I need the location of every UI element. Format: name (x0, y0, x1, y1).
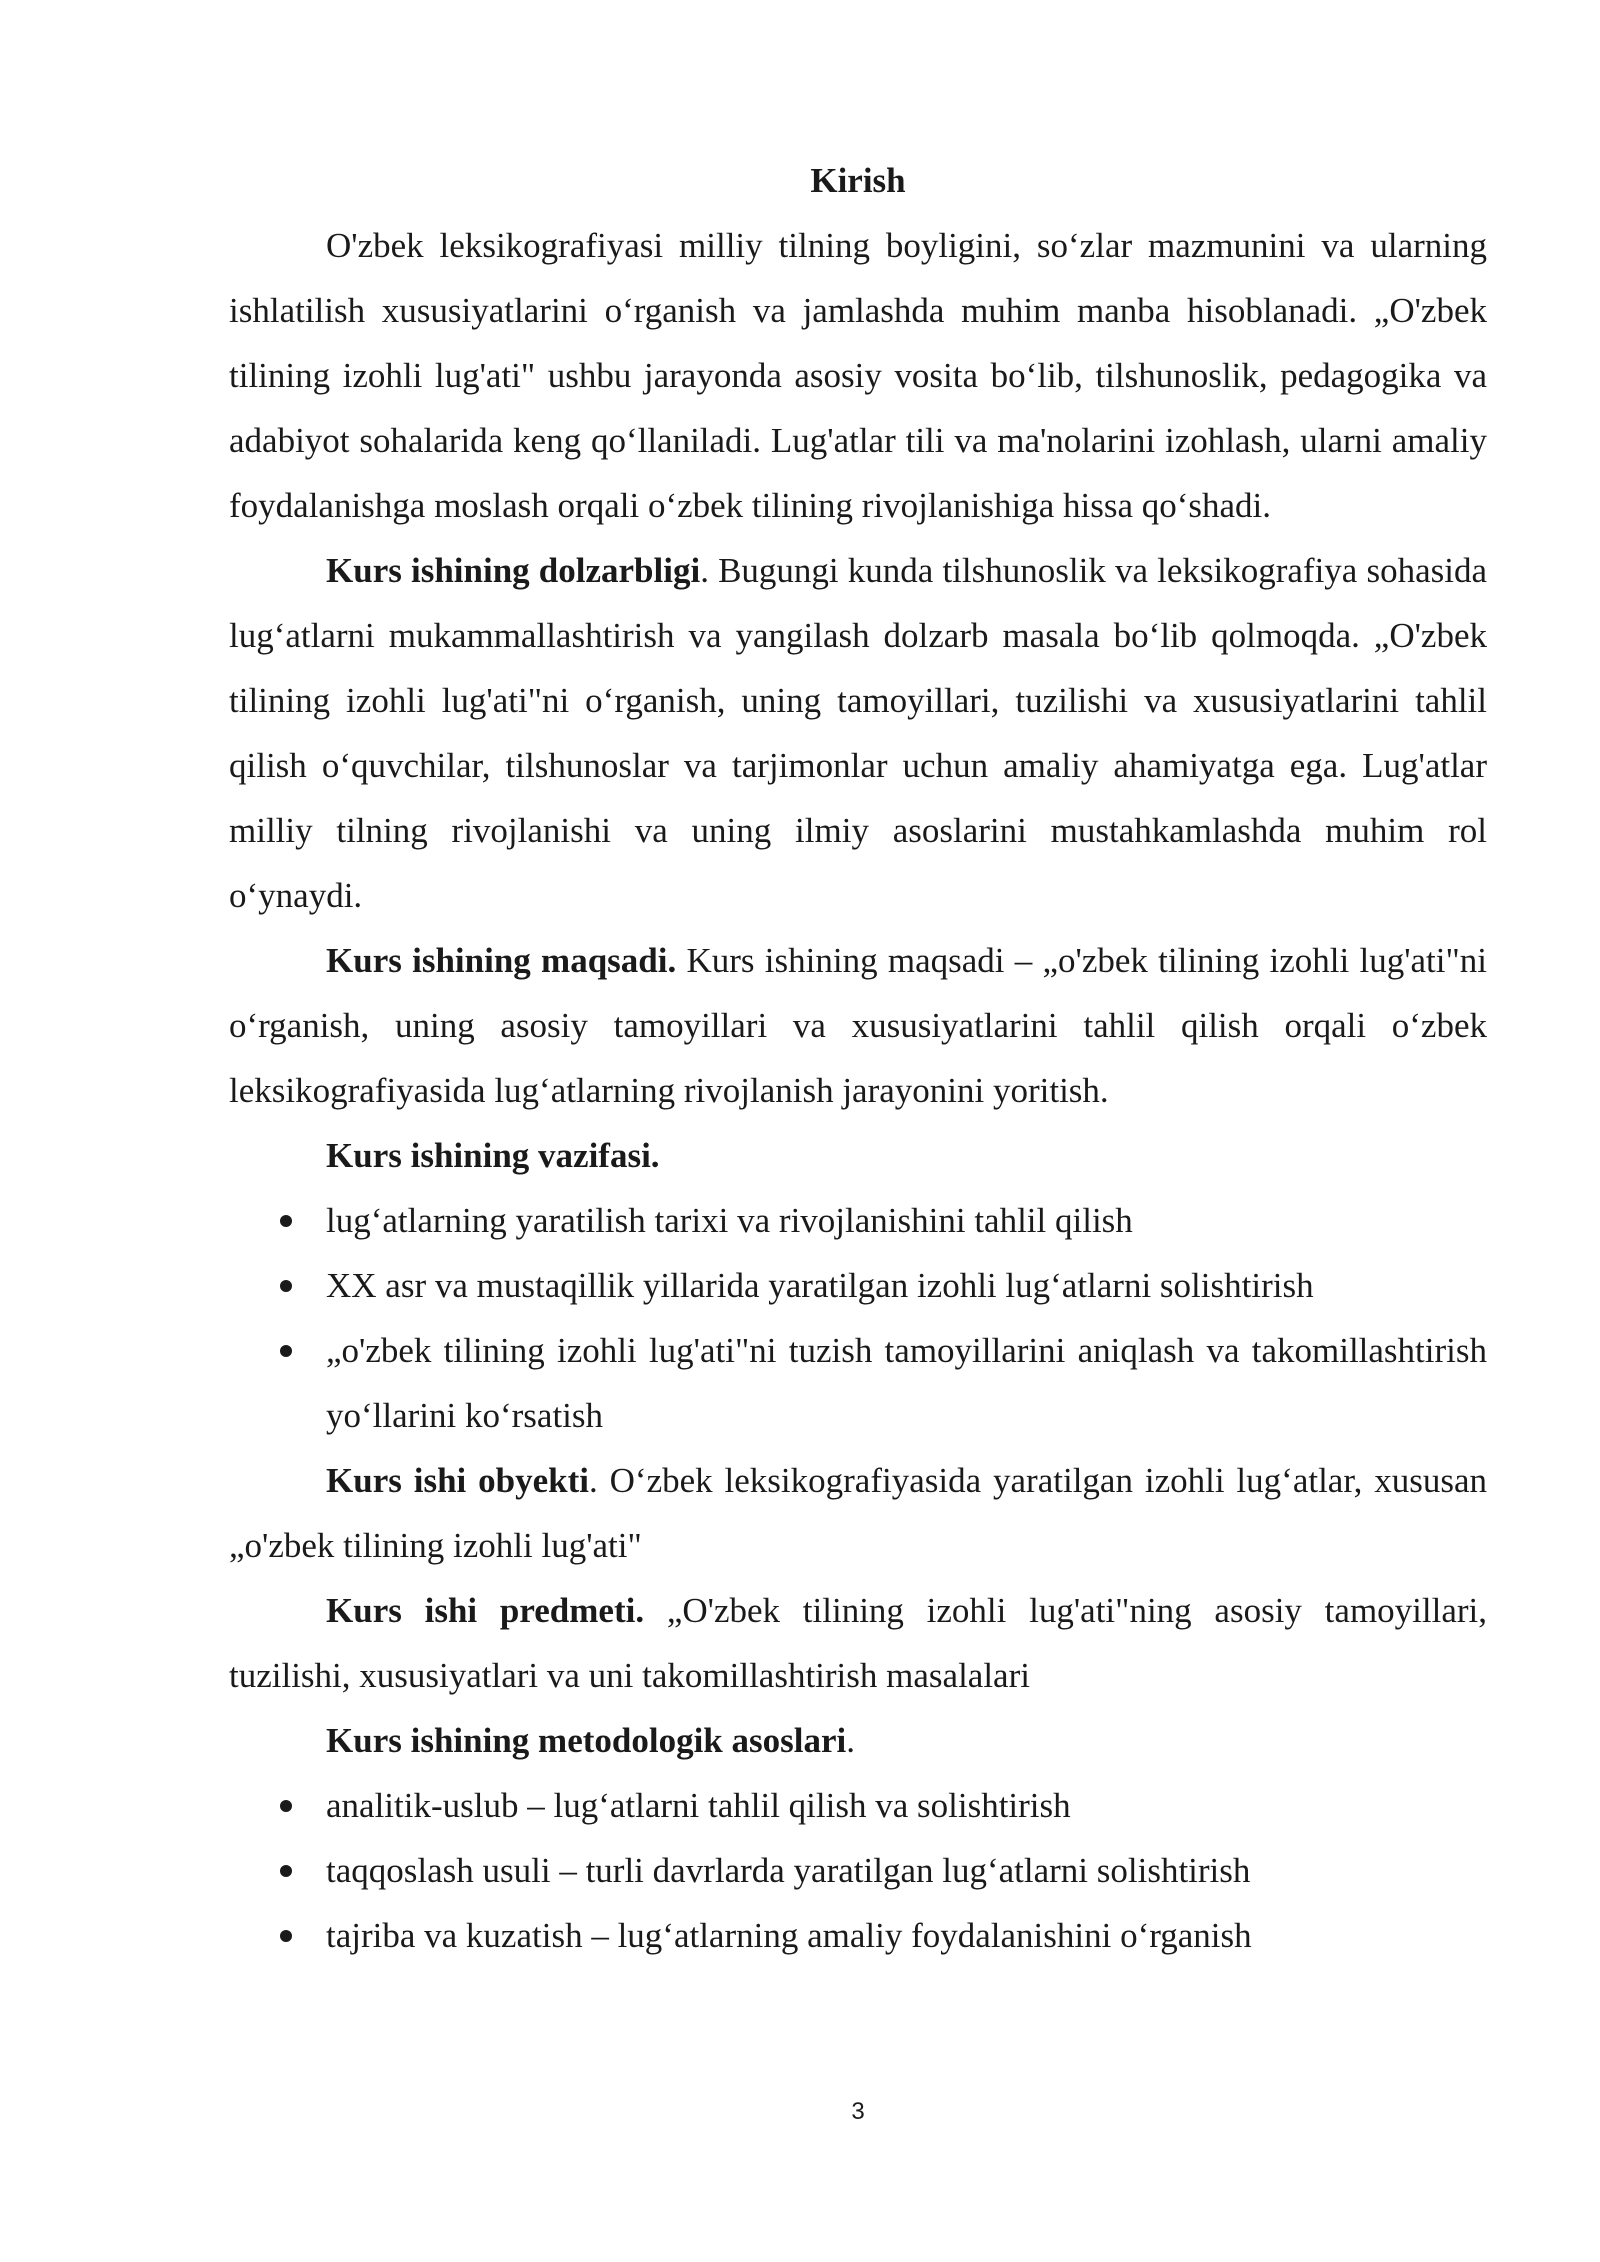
methods-heading (229, 1708, 1487, 1773)
subject-paragraph (229, 1578, 1487, 1708)
list-item-text: taqqoslash usuli – turli davrlarda yaratilgan lug‘atlarni solishtirish (326, 1851, 1251, 1890)
bullet-icon (280, 1215, 292, 1227)
relevance-paragraph (229, 538, 1487, 928)
object-label: Kurs ishi obyekti (326, 1461, 590, 1500)
bullet-icon (280, 1345, 292, 1357)
list-item-text: lug‘atlarning yaratilish tarixi va rivojlanishini tahlil qilish (326, 1201, 1133, 1240)
list-item (229, 1773, 1487, 1838)
tasks-heading: Kurs ishining vazifasi. (326, 1136, 660, 1175)
list-item (229, 1253, 1487, 1318)
bullet-icon (280, 1930, 292, 1942)
subject-text: „O'zbek tilining izohli lug'ati"ning asosiy tamoyillari, tuzilishi, xususiyatlari va uni takomillashtirish masalalari (229, 1591, 1487, 1695)
list-item-text: analitik-uslub – lug‘atlarni tahlil qilish va solishtirish (326, 1786, 1071, 1825)
methods-suffix: . (846, 1721, 855, 1760)
bullet-icon (280, 1800, 292, 1812)
list-item (229, 1838, 1487, 1903)
methods-label: Kurs ishining metodologik asoslari (326, 1721, 847, 1760)
relevance-text: . Bugungi kunda tilshunoslik va leksikografiya sohasida lug‘atlarni mukammallashtirish va yangilash dolzarb masala bo‘lib qolmoqda. „O'zbek tilining izohli lug'ati"ni o‘rganish, uning tamoyillari, tuzilishi va xususiyatlarini tahlil qilish o‘quvchilar, tilshunoslar va tarjimonlar uchun amaliy ahamiyatga ega. Lug'atlar milliy tilning rivojlanishi va uning ilmiy asoslarini mustahkamlashda muhim rol o‘ynaydi. (229, 551, 1487, 915)
bullet-icon (280, 1280, 292, 1292)
page-title: Kirish (810, 161, 906, 200)
page-number: 3 (851, 2098, 865, 2125)
relevance-label: Kurs ishining dolzarbligi (326, 551, 701, 590)
goal-paragraph (229, 928, 1487, 1123)
methods-list (229, 1773, 1487, 1968)
list-item (229, 1188, 1487, 1253)
page-content (229, 148, 1487, 1968)
goal-label: Kurs ishining maqsadi. (326, 941, 677, 980)
list-item-text: XX asr va mustaqillik yillarida yaratilgan izohli lug‘atlarni solishtirish (326, 1266, 1314, 1305)
list-item (229, 1318, 1487, 1448)
list-item (229, 1903, 1487, 1968)
tasks-list (229, 1188, 1487, 1448)
list-item-text: tajriba va kuzatish – lug‘atlarning amaliy foydalanishini o‘rganish (326, 1916, 1252, 1955)
list-item-text: „o'zbek tilining izohli lug'ati"ni tuzish tamoyillarini aniqlash va takomillashtirish yo‘llarini ko‘rsatish (326, 1331, 1487, 1435)
object-text: . O‘zbek leksikografiyasida yaratilgan izohli lug‘atlar, xususan „o'zbek tilining izohli lug'ati" (229, 1461, 1488, 1565)
object-paragraph (229, 1448, 1487, 1578)
bullet-icon (280, 1865, 292, 1877)
subject-label: Kurs ishi predmeti. (326, 1591, 645, 1630)
goal-text: Kurs ishining maqsadi – „o'zbek tilining izohli lug'ati"ni o‘rganish, uning asosiy tamoyillari va xususiyatlarini tahlil qilish orqali o‘zbek leksikografiyasida lug‘atlarning rivojlanish jarayonini yoritish. (229, 941, 1488, 1110)
intro-paragraph: O'zbek leksikografiyasi milliy tilning boyligini, so‘zlar mazmunini va ularning ishlatilish xususiyatlarini o‘rganish va jamlashda muhim manba hisoblanadi. „O'zbek tilining izohli lug'ati" ushbu jarayonda asosiy vosita bo‘lib, tilshunoslik, pedagogika va adabiyot sohalarida keng qo‘llaniladi. Lug'atlar tili va ma'nolarini izohlash, ularni amaliy foydalanishga moslash orqali o‘zbek tilining rivojlanishiga hissa qo‘shadi. (229, 226, 1487, 525)
